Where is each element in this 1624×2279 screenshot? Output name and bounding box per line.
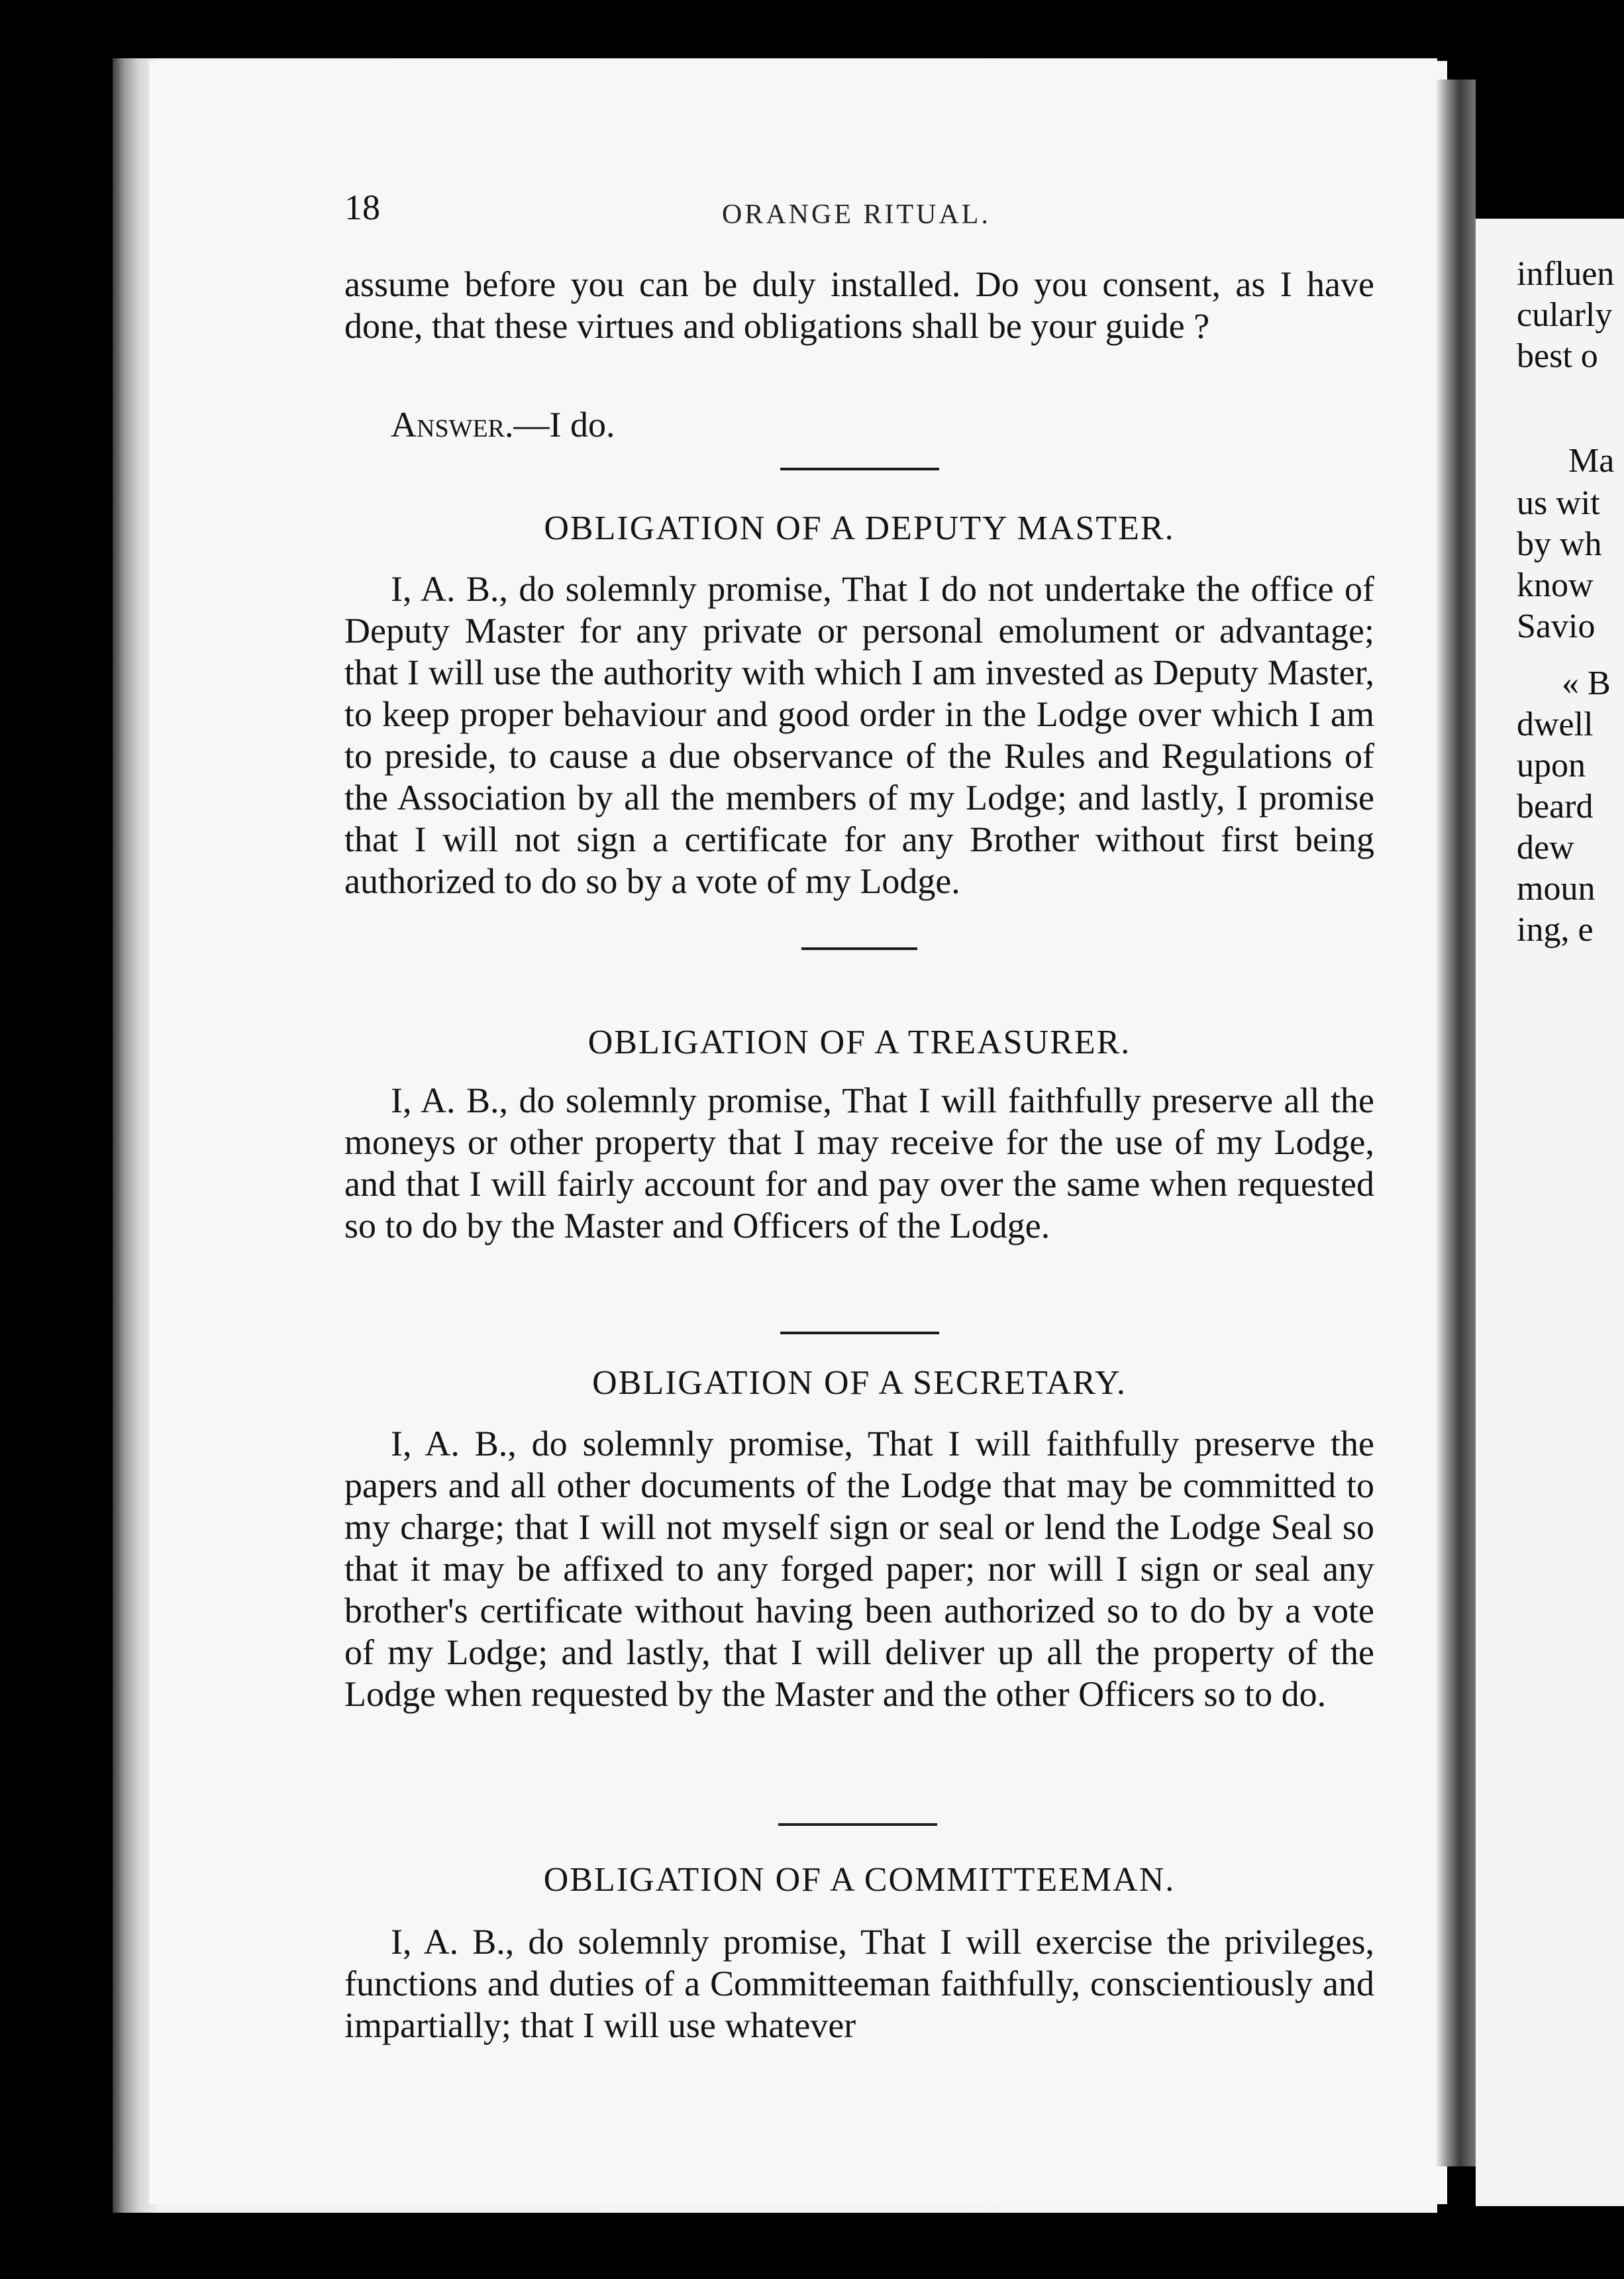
section-heading: OBLIGATION OF A COMMITTEEMAN. [543,1861,1176,1899]
section-body: I, A. B., do solemnly promise, That I do not undertake the office of Deputy Master for any private or personal emolument or advantage; that I will use the authority with which I am invested as Deputy Master, to keep proper behaviour and good order in the Lodge over which I am to preside, to cause a due observance of the Rules and Regulations of the Association by all the members of my Lodge; and lastly, I promise that I will not sign a certificate for any Brother without first being authorized to do so by a vote of my Lodge. [344,569,1374,901]
facing-page-line: by wh [1517,525,1602,563]
facing-page-line: best o [1517,337,1598,375]
answer-line [391,404,615,445]
facing-page-line: moun [1517,870,1596,908]
answer-text: —I do. [513,405,615,445]
section-divider [780,1332,939,1334]
facing-page-line: cularly [1517,296,1613,334]
section-divider [801,947,917,950]
section-heading: OBLIGATION OF A SECRETARY. [592,1364,1127,1402]
facing-page-line: dew [1517,829,1574,867]
answer-label: Answer. [391,405,514,445]
section-heading: OBLIGATION OF A TREASURER. [587,1024,1131,1061]
running-head: ORANGE RITUAL. [722,199,991,230]
section-divider [778,1823,937,1826]
facing-page-line: know [1517,566,1594,604]
page-gutter-fold [1436,80,1476,2166]
facing-page-line: us wit [1517,484,1600,522]
facing-page-line: « B [1562,664,1611,702]
section-body: I, A. B., do solemnly promise, That I will exercise the privileges, functions and duties of a Committeeman faithfully, conscientiously and impartially; that I will use whatever [344,1922,1374,2045]
page-number: 18 [344,187,380,227]
section-body: I, A. B., do solemnly promise, That I will faithfully preserve all the moneys or other property that I may receive for the use of my Lodge, and that I will fairly account for and pay over the same when requested so to do by the Master and Officers of the Lodge. [344,1081,1374,1246]
facing-page-line: beard [1517,788,1594,825]
facing-page-line: Savio [1517,608,1596,645]
facing-page-line: dwell [1517,706,1594,743]
facing-page-line: ing, e [1517,911,1594,949]
section-body: I, A. B., do solemnly promise, That I will faithfully preserve the papers and all other documents of the Lodge that may be committed to my charge; that I will not myself sign or seal or lend the Lodge Seal so that it may be affixed to any forged paper; nor will I sign or seal any brother's certificate without having been authorized so to do by a vote of my Lodge; and lastly, that I will deliver up all the property of the Lodge when requested by the Master and the other Officers so to do. [344,1424,1374,1714]
section-divider [780,468,939,470]
facing-page-line: upon [1517,747,1586,784]
intro-paragraph: assume before you can be duly installed. Do you consent, as I have done, that these virtues and obligations shall be your guide ? [344,264,1374,346]
facing-page-line: Ma [1568,442,1615,480]
facing-page-line: influen [1517,255,1615,293]
facing-page-fragment [1476,219,1624,2206]
section-heading: OBLIGATION OF A DEPUTY MASTER. [544,509,1175,547]
